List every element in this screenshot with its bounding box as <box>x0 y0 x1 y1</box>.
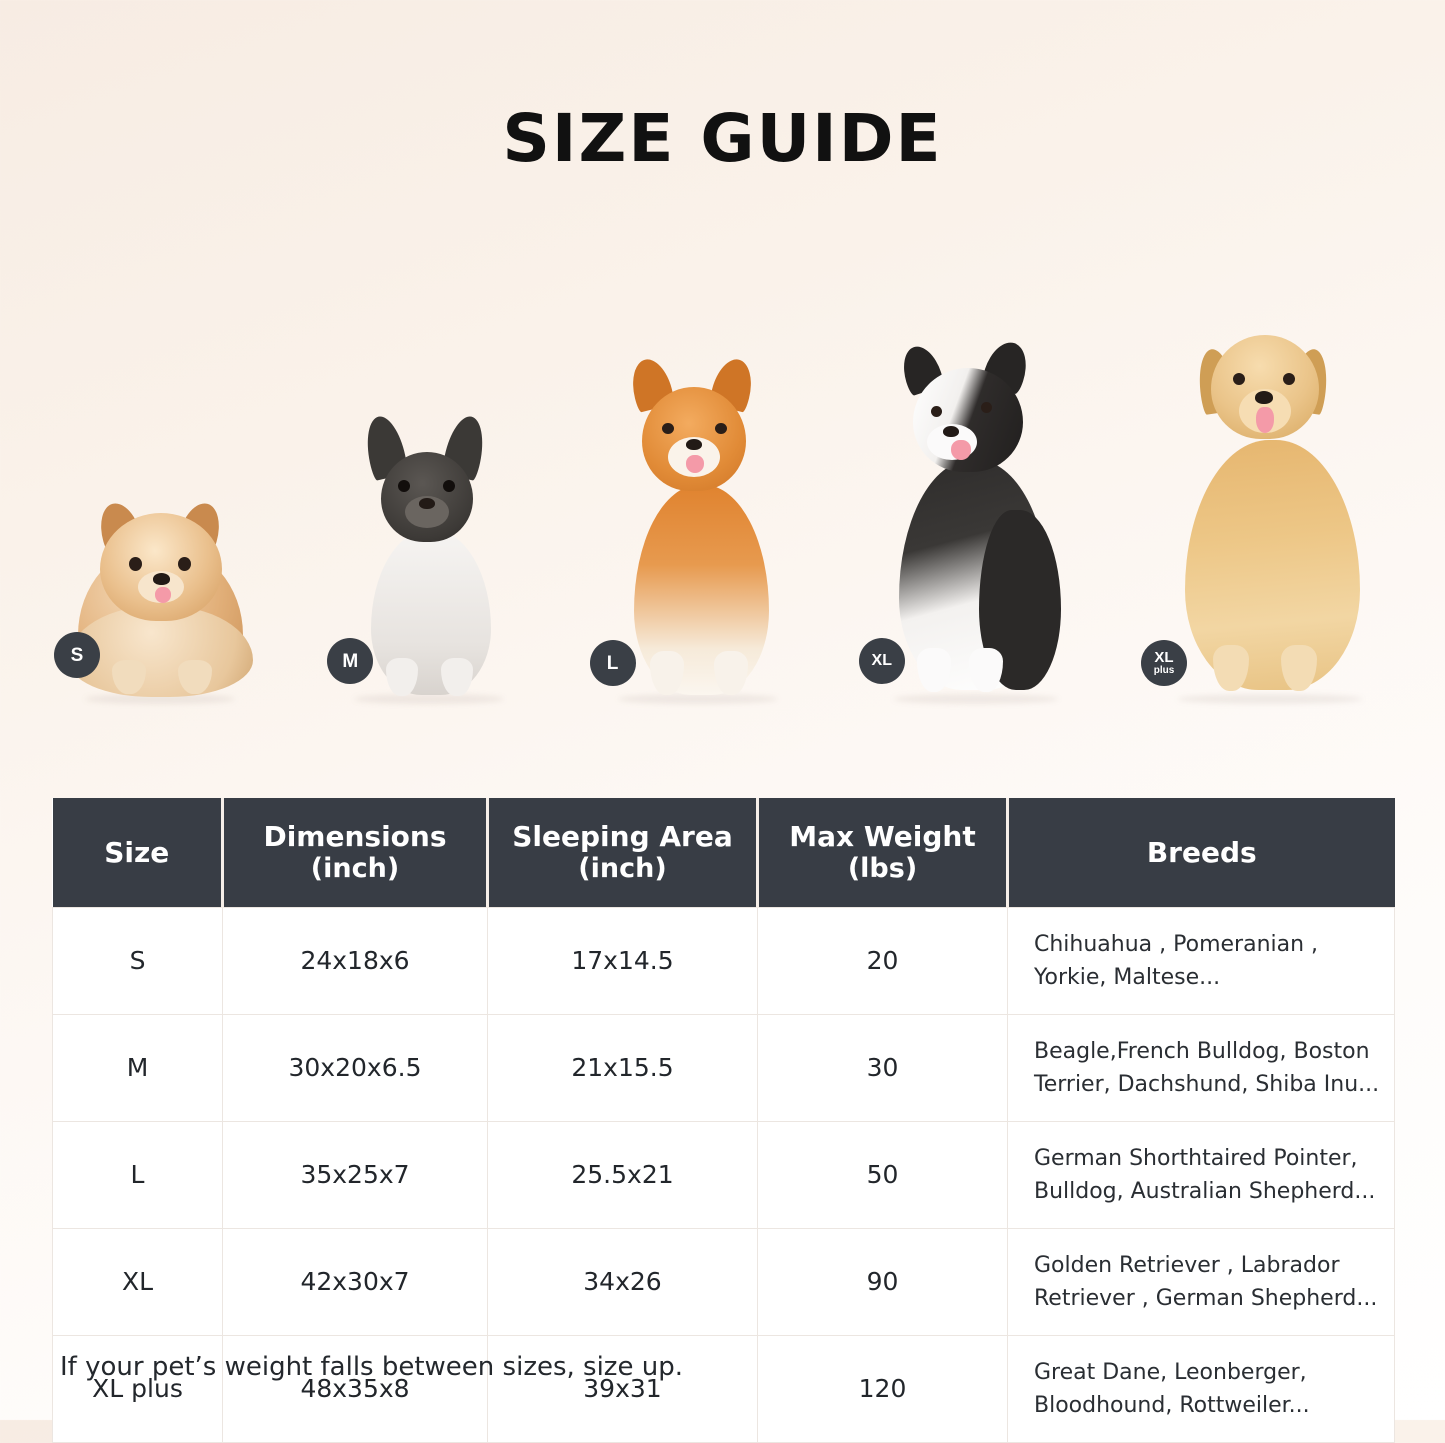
cell-breeds: Beagle,French Bulldog, Boston Terrier, Dachshund, Shiba Inu... <box>1008 1014 1395 1121</box>
table-row <box>53 1121 1395 1228</box>
cell-breeds: Chihuahua , Pomeranian , Yorkie, Maltese... <box>1008 907 1395 1014</box>
size-badge-xl-plus <box>1141 640 1187 686</box>
cell-sleeping-area: 39x31 <box>488 1335 758 1442</box>
size-table-wrapper <box>52 798 1394 1443</box>
column-header-max-weight-label: Max Weight <box>789 820 976 853</box>
table-row <box>53 1014 1395 1121</box>
cell-size: M <box>53 1014 223 1121</box>
size-badge-l <box>590 640 636 686</box>
column-header-sleeping-area <box>488 798 758 907</box>
cell-sleeping-area: 17x14.5 <box>488 907 758 1014</box>
column-header-max-weight-unit: (lbs) <box>847 853 918 885</box>
cell-sleeping-area: 34x26 <box>488 1228 758 1335</box>
cell-breeds: Golden Retriever , Labrador Retriever , German Shepherd... <box>1008 1228 1395 1335</box>
cell-max-weight: 20 <box>758 907 1008 1014</box>
french-bulldog-illustration <box>331 410 526 700</box>
size-badge-s <box>54 632 100 678</box>
cell-max-weight: 90 <box>758 1228 1008 1335</box>
cell-max-weight: 50 <box>758 1121 1008 1228</box>
shiba-inu-illustration <box>598 355 798 700</box>
column-header-dimensions-label: Dimensions <box>263 820 447 853</box>
page-title: SIZE GUIDE <box>502 100 943 177</box>
size-badge-xl-plus-label: XL <box>1154 649 1174 666</box>
table-header <box>53 798 1395 907</box>
dog-size-illustrations <box>60 300 1385 700</box>
table-header-row <box>53 798 1395 907</box>
dog-slot-l <box>598 355 798 700</box>
column-header-breeds <box>1008 798 1395 907</box>
column-header-dimensions <box>223 798 488 907</box>
cell-sleeping-area: 21x15.5 <box>488 1014 758 1121</box>
dog-slot-m <box>331 410 526 700</box>
column-header-sleeping-area-unit: (inch) <box>578 853 667 885</box>
dog-slot-s <box>60 485 260 700</box>
column-header-size-label: Size <box>104 835 170 869</box>
table-row <box>53 1228 1395 1335</box>
cell-dimensions: 42x30x7 <box>223 1228 488 1335</box>
cell-breeds: German Shorthtaired Pointer, Bulldog, Australian Shepherd... <box>1008 1121 1395 1228</box>
size-table <box>52 798 1395 1443</box>
column-header-breeds-label: Breeds <box>1146 835 1257 869</box>
table-row <box>53 907 1395 1014</box>
column-header-size <box>53 798 223 907</box>
dog-slot-xl <box>869 340 1084 700</box>
cell-size: S <box>53 907 223 1014</box>
size-badge-xl <box>859 638 905 684</box>
size-badge-xl-label: XL <box>871 652 892 669</box>
cell-size: L <box>53 1121 223 1228</box>
size-badge-xl-plus-sub: plus <box>1153 665 1175 676</box>
footnote: If your pet’s weight falls between sizes, size up. <box>60 1352 683 1382</box>
cell-sleeping-area: 25.5x21 <box>488 1121 758 1228</box>
cell-dimensions: 48x35x8 <box>223 1335 488 1442</box>
size-badge-l-label: L <box>606 652 619 674</box>
pomeranian-illustration <box>60 485 260 700</box>
cell-dimensions: 30x20x6.5 <box>223 1014 488 1121</box>
column-header-dimensions-unit: (inch) <box>310 853 400 885</box>
cell-max-weight: 120 <box>758 1335 1008 1442</box>
cell-size: XL plus <box>53 1335 223 1442</box>
size-badge-m <box>327 638 373 684</box>
size-badge-s-label: S <box>70 644 84 666</box>
cell-size: XL <box>53 1228 223 1335</box>
border-collie-illustration <box>869 340 1084 700</box>
cell-dimensions: 35x25x7 <box>223 1121 488 1228</box>
dog-slot-xl-plus <box>1155 315 1385 700</box>
cell-dimensions: 24x18x6 <box>223 907 488 1014</box>
golden-retriever-illustration <box>1155 315 1385 700</box>
column-header-sleeping-area-label: Sleeping Area <box>512 820 733 853</box>
cell-breeds: Great Dane, Leonberger, Bloodhound, Rottweiler... <box>1008 1335 1395 1442</box>
column-header-max-weight <box>758 798 1008 907</box>
size-badge-m-label: M <box>342 650 359 672</box>
cell-max-weight: 30 <box>758 1014 1008 1121</box>
